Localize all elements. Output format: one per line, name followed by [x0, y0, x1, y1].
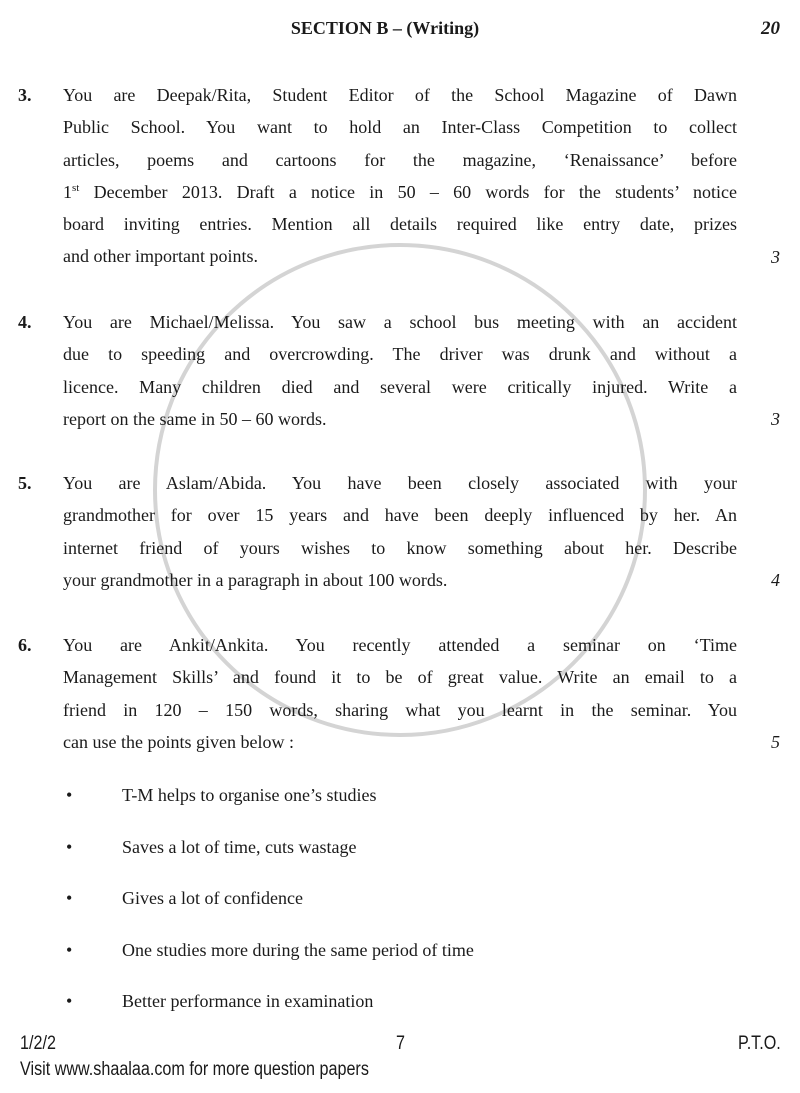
question-number: 3.: [18, 85, 32, 105]
bullet-icon: •: [66, 785, 73, 805]
footer-visit-link[interactable]: Visit www.shaalaa.com for more question papers: [20, 1059, 369, 1080]
question-marks: 3: [771, 408, 780, 429]
bullet-text: Better performance in examination: [122, 991, 374, 1011]
question-number: 4.: [18, 312, 32, 332]
question-text-line: can use the points given below :: [63, 731, 294, 752]
bullet-icon: •: [66, 940, 73, 960]
bullet-item: [0, 935, 800, 965]
question-text-line: internet friend of yours wishes to know something about her. Describe: [63, 537, 737, 558]
bullet-text: T-M helps to organise one’s studies: [122, 785, 377, 805]
section-marks: 20: [761, 18, 780, 39]
question-text-line: licence. Many children died and several were critically injured. Write a: [63, 376, 737, 397]
bullet-text: One studies more during the same period of time: [122, 940, 474, 960]
bullet-icon: •: [66, 837, 73, 857]
question-text-line: friend in 120 – 150 words, sharing what you learnt in the seminar. You: [63, 699, 737, 720]
question-text-line: You are Michael/Melissa. You saw a school bus meeting with an accident: [63, 312, 737, 332]
bullet-text: Saves a lot of time, cuts wastage: [122, 837, 357, 857]
question-text-line: [63, 176, 737, 208]
question-text-line: articles, poems and cartoons for the magazine, ‘Renaissance’ before: [63, 149, 737, 170]
question-text-line: You are Deepak/Rita, Student Editor of the School Magazine of Dawn: [63, 85, 737, 105]
bullet-item: [0, 780, 800, 810]
question-text-line: Management Skills’ and found it to be of great value. Write an email to a: [63, 667, 737, 688]
footer-page-number: 7: [396, 1033, 405, 1054]
bullet-item: [0, 986, 800, 1016]
line-rest: December 2013. Draft a notice in 50 – 60 words for the students’ notice: [79, 181, 737, 202]
date-suffix: st: [72, 181, 80, 194]
bullet-text: Gives a lot of confidence: [122, 888, 303, 908]
bullet-icon: •: [66, 888, 73, 908]
question-number: 5.: [18, 473, 32, 493]
question-number: 6.: [18, 635, 32, 655]
question-text-line: grandmother for over 15 years and have been deeply influenced by her. An: [63, 505, 737, 526]
question-text-line: and other important points.: [63, 246, 258, 267]
section-title: SECTION B – (Writing): [290, 18, 480, 38]
question-text-line: You are Aslam/Abida. You have been closely associated with your: [63, 473, 737, 493]
bullet-item: [0, 832, 800, 862]
question-text-line: Public School. You want to hold an Inter-Class Competition to collect: [63, 117, 737, 138]
footer-pto: P.T.O.: [738, 1033, 781, 1054]
question-text-line: your grandmother in a paragraph in about 100 words.: [63, 569, 448, 590]
question-text-line: report on the same in 50 – 60 words.: [63, 408, 327, 429]
question-text-line: due to speeding and overcrowding. The driver was drunk and without a: [63, 344, 737, 365]
footer-code: 1/2/2: [20, 1033, 56, 1054]
date-day: 1: [63, 181, 72, 202]
question-text-line: You are Ankit/Ankita. You recently attended a seminar on ‘Time: [63, 635, 737, 655]
question-marks: 3: [771, 246, 780, 267]
bullet-icon: •: [66, 991, 73, 1011]
question-marks: 4: [771, 569, 780, 590]
question-marks: 5: [771, 731, 780, 752]
question-text-line: board inviting entries. Mention all details required like entry date, prizes: [63, 214, 737, 235]
bullet-item: [0, 883, 800, 913]
